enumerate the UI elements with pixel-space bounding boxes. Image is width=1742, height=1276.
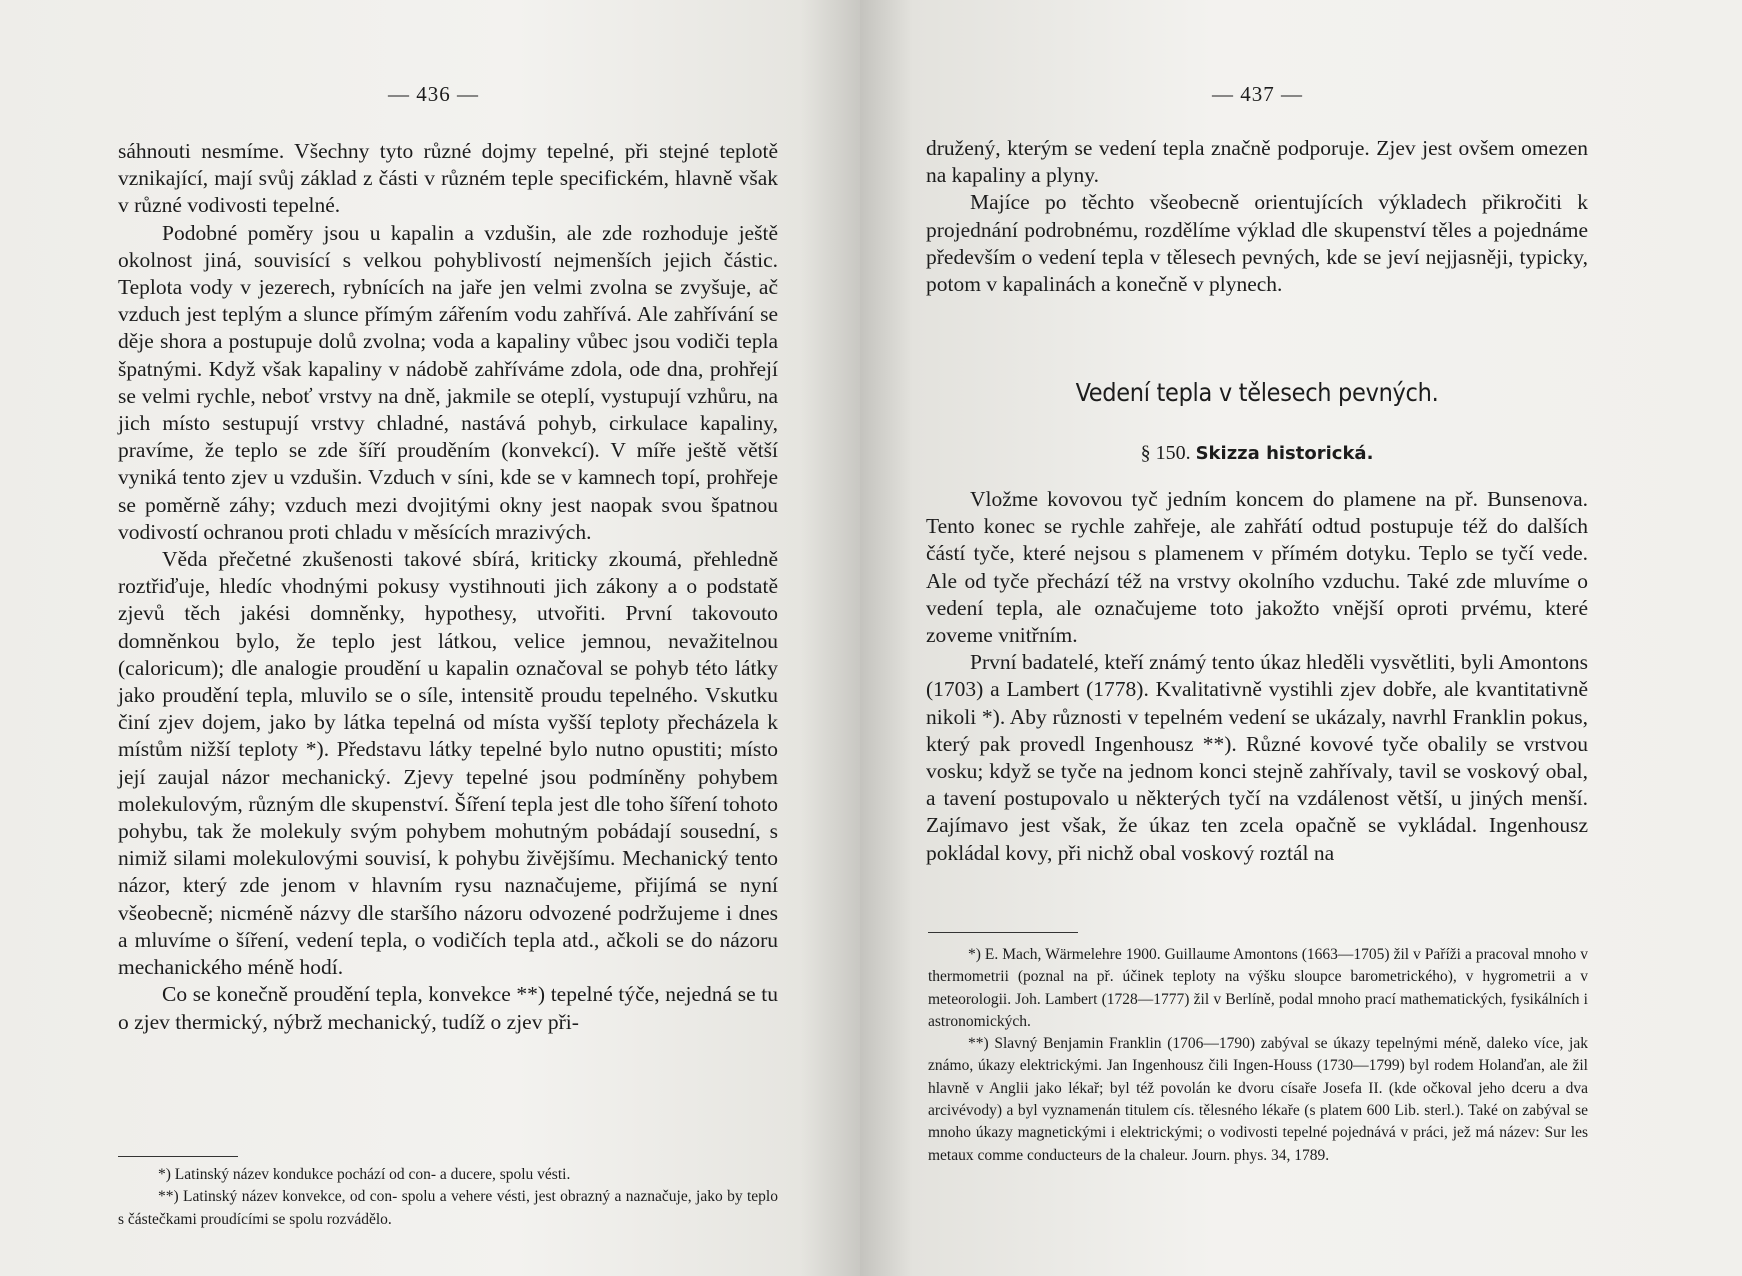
page-number: — 437 —	[1212, 82, 1303, 106]
left-page	[0, 0, 860, 1276]
body-text-section	[926, 486, 1588, 867]
section-number: § 150.	[1140, 442, 1191, 464]
paragraph: Podobné poměry jsou u kapalin a vzdušin, ale zde rozhoduje ještě okolnost jiná, souvisící s velkou pohyblivostí nejmenších jejich částic. Teplota vody v jezerech, rybnících na jaře jen velmi zvolna se zvyšuje, ač vzduch jest teplým a slunce přímým zářením vodu zahřívá. Ale zahřívání se děje shora a postupuje dolů zvolna; voda a kapaliny vůbec jsou vodiči tepla špatnými. Když však kapaliny v nádobě zahříváme zdola, ode dna, prohřejí se velmi rychle, neboť vrstvy na dně, jakmile se oteplí, vystupují vzhůru, na jich místo sestupují vrstvy chladné, nastává pohyb, cirkulace kapaliny, pravíme, že teplo se zde šíří prouděním (konvekcí). V míře ještě větší vyniká tento zjev u vzdušin. Vzduch v síni, kde se v kamnech topí, prohřeje se poměrně záhy; vzduch mezi dvojitými okny jest naopak svou špatnou vodivostí ochranou proti chladu v měsících mrazivých.	[118, 220, 778, 544]
paragraph: Majíce po těchto všeobecně orientujících výkladech přikročiti k projednání podrobnému, rozdělíme výklad dle skupenství těles a pojednáme především o vedení tepla v tělesech pevných, kde se jeví nejjasněji, typicky, potom v kapalinách a konečně v plynech.	[926, 190, 1588, 297]
footnote-rule	[928, 932, 1078, 933]
section-title: Vedení tepla v tělesech pevných.	[1075, 378, 1439, 407]
body-text	[926, 135, 1588, 298]
section-subtitle: Skizza historická.	[1195, 443, 1374, 464]
body-text	[118, 138, 778, 1036]
paragraph: sáhnouti nesmíme. Všechny tyto různé dojmy tepelné, při stejné teplotě vznikající, mají svůj základ z části v různém teple specifickém, hlavně však v různé vodivosti tepelné.	[118, 139, 778, 218]
paragraph: První badatelé, kteří známý tento úkaz hleděli vysvětliti, byli Amontons (1703) a Lambert (1778). Kvalitativně vystihli zjev dobře, ale kvantitativně nikoli *). Aby různosti v tepelném vedení se ukázaly, navrhl Franklin pokus, který pak provedl Ingenhousz **). Různé kovové tyče obalily se vrstvou vosku; když se tyče na jednom konci stejně zahřívaly, tavil se voskový obal, a tavení postupovalo u některých tyčí na vzdálenost větší, u jiných menší. Zajímavo jest však, že úkaz ten zcela opačně se vykládal. Ingenhousz pokládal kovy, při nichž obal voskový roztál na	[926, 650, 1588, 865]
footnote: **) Latinský název konvekce, od con- spolu a vehere vésti, jest obrazný a naznačuje, jako by teplo s částečkami proudícími se spolu rozvádělo.	[118, 1188, 778, 1228]
footnotes	[118, 1164, 778, 1231]
footnote: *) Latinský název kondukce pochází od con- a ducere, spolu vésti.	[158, 1166, 571, 1183]
footnotes	[928, 944, 1588, 1167]
footnote-rule	[118, 1156, 238, 1157]
page-number: — 436 —	[388, 82, 479, 106]
paragraph: Co se konečně proudění tepla, konvekce **) tepelné týče, nejedná se tu o zjev thermický, nýbrž mechanický, tudíž o zjev při-	[118, 982, 778, 1034]
right-page	[860, 0, 1742, 1276]
footnote: **) Slavný Benjamin Franklin (1706—1790) zabýval se úkazy tepelnými méně, daleko více, jak známo, úkazy elektrickými. Jan Ingenhousz čili Ingen-Houss (1730—1799) byl rodem Holanďan, ale žil hlavně v Anglii jako lékař; byl též povolán ke dvoru císaře Josefa II. (kde očkoval jeho dceru a dva arcivévody) a byl vyznamenán titulem cís. tělesného lékaře (s platem 600 Lib. sterl.). Také on zabýval se mnoho úkazy magnetickými i elektrickými; o vodivosti tepelné pojednává v práci, jež má název: Sur les metaux comme conducteurs de la chaleur. Journ. phys. 34, 1789.	[928, 1035, 1588, 1164]
paragraph: družený, kterým se vedení tepla značně podporuje. Zjev jest ovšem omezen na kapaliny a plyny.	[926, 136, 1588, 188]
paragraph: Věda přečetné zkušenosti takové sbírá, kriticky zkoumá, přehledně roztřiďuje, hledíc vhodnými pokusy vystihnouti jich zákony a o podstatě zjevů těch jakési domněnky, hypothesy, utvořiti. První takovouto domněnkou bylo, že teplo jest látkou, velice jemnou, nevažitelnou (caloricum); dle analogie proudění u kapalin označoval se pohyb této látky jako proudění tepla, mluvilo se o síle, intensitě proudu tepelného. Vskutku činí zjev dojem, jako by látka tepelná od místa vyšší teploty přecházela k místům nižší teploty *). Představu látky tepelné bylo nutno opustiti; místo její zaujal názor mechanický. Zjevy tepelné jsou podmíněny pohybem molekulovým, různým dle skupenství. Šíření tepla jest dle toho šíření tohoto pohybu, tak že molekuly svým pohybem mohutným pobádají sousední, s nimiž silami molekulovými souvisí, k pohybu živějšímu. Mechanický tento názor, který zde jenom v hlavním rysu naznačujeme, přijímá se nyní všeobecně; nicméně názvy dle staršího názoru odvozené podržujeme i dnes a mluvíme o šíření, vedení tepla, o vodičích tepla atd., ačkoli se do názoru mechanického méně hodí.	[118, 547, 778, 980]
paragraph: Vložme kovovou tyč jedním koncem do plamene na př. Bunsenova. Tento konec se rychle zahřeje, ale zahřátí odtud postupuje též do dalších částí tyče, které nejsou s plamenem v přímém dotyku. Teplo se tyčí vede. Ale od tyče přechází též na vrstvy okolního vzduchu. Také zde mluvíme o vedení tepla, ale označujeme toto jakožto vnější oproti prvému, které zoveme vnitřním.	[926, 487, 1588, 648]
section-heading	[926, 442, 1588, 465]
footnote: *) E. Mach, Wärmelehre 1900. Guillaume Amontons (1663—1705) žil v Paříži a pracoval mnoho v thermometrii (poznal na př. účinek teploty na výšku sloupce barometrického), v hygrometrii a v meteorologii. Joh. Lambert (1728—1777) žil v Berlíně, podal mnoho prací mathematických, fysikálních i astronomických.	[928, 946, 1588, 1030]
